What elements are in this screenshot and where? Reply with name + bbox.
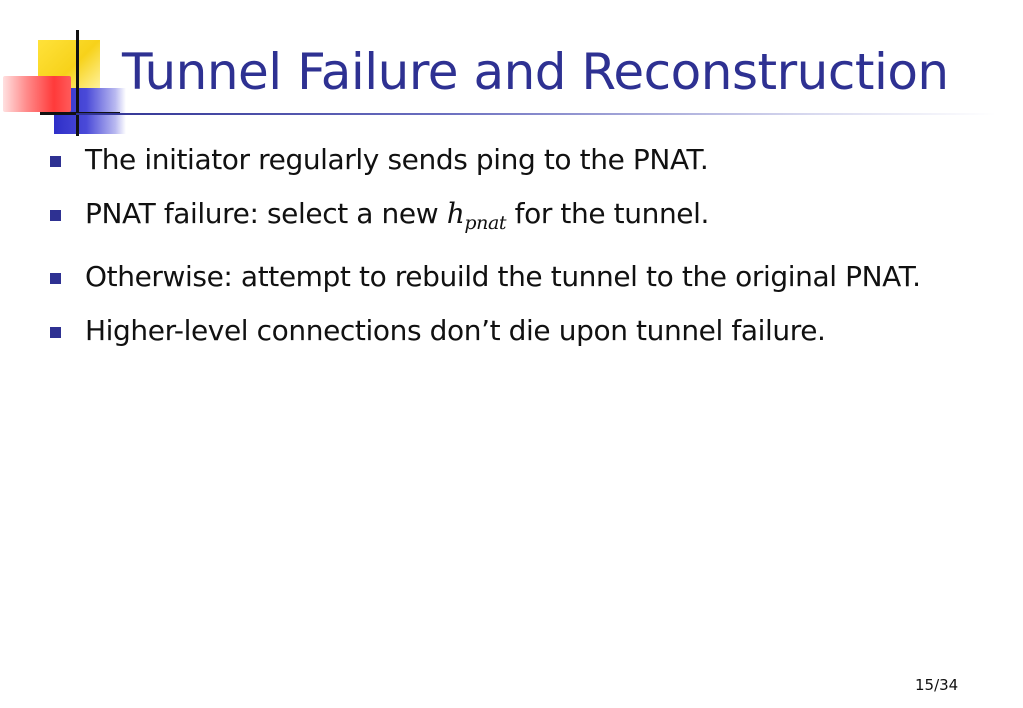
bullet-item bbox=[48, 140, 998, 180]
bullet-text: Otherwise: attempt to rebuild the tunnel to the original PNAT. bbox=[85, 260, 921, 293]
math-base: h bbox=[446, 197, 465, 230]
bullet-text-after: for the tunnel. bbox=[506, 197, 710, 230]
slide-title: Tunnel Failure and Reconstruction bbox=[122, 43, 949, 101]
slide-template-logo bbox=[0, 0, 140, 140]
square-bullet-icon bbox=[50, 156, 61, 167]
bullet-text: The initiator regularly sends ping to the PNAT. bbox=[85, 143, 709, 176]
bullet-text-before: PNAT failure: select a new bbox=[85, 197, 447, 230]
square-bullet-icon bbox=[50, 210, 61, 221]
bullet-item bbox=[48, 311, 998, 351]
bullet-text: Higher-level connections don’t die upon tunnel failure. bbox=[85, 314, 826, 347]
math-symbol-h-pnat bbox=[446, 197, 507, 234]
logo-vertical-line bbox=[76, 30, 79, 136]
bullet-item bbox=[48, 194, 998, 243]
square-bullet-icon bbox=[50, 273, 61, 284]
math-subscript: pnat bbox=[464, 212, 507, 234]
bullet-item bbox=[48, 257, 998, 297]
logo-red-bar bbox=[3, 76, 71, 112]
title-underline bbox=[76, 113, 996, 115]
page-number: 15/34 bbox=[915, 676, 959, 694]
bullet-list bbox=[48, 140, 998, 365]
square-bullet-icon bbox=[50, 327, 61, 338]
